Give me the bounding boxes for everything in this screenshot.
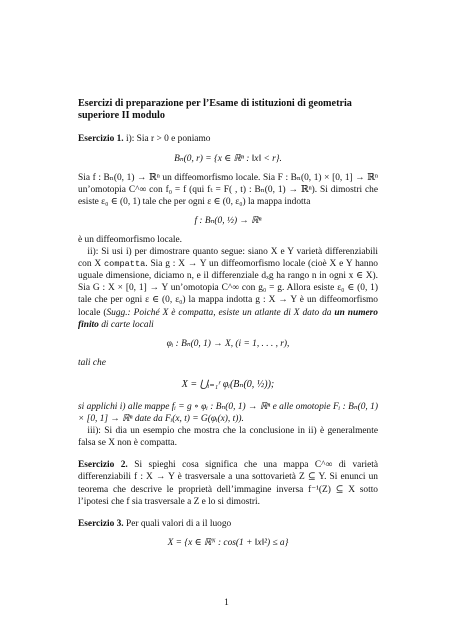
exercise-1-heading: Esercizio 1. — [78, 134, 124, 145]
hint-text-end: di carte locali — [98, 319, 154, 330]
part-ii-text-b: . Sia g : X → Y un diffeomorfismo locale (cioè X e Y hanno uguale dimensione, diciamo n, e il differenziale dₓg ha rango n in ogni x ∈ X). Sia G : X × [0, 1] → Y un’omotopia C^∞ con g₀ = g. Allora esiste ε₀ ∈ (0, 1) tale che per ogni ε ∈ (0, ε₀) la mappa indotta g : X → Y è un diffeomorfismo locale ( — [78, 259, 378, 318]
exercise-3-heading: Esercizio 3. — [78, 518, 124, 529]
exercise-3-body: Per quali valori di a il luogo — [126, 518, 232, 529]
exercise-3 — [78, 518, 378, 530]
exercise-1-intro — [78, 133, 378, 145]
exercise-1-paragraph-2: è un diffeomorfismo locale. — [78, 234, 182, 245]
exercise-1-paragraph-1: Sia f : Bₙ(0, 1) → ℝⁿ un diffeomorfismo locale. Sia F : Bₙ(0, 1) × [0, 1] → ℝⁿ un’omotopia C^∞ con f₀ = f (qui fₜ = F( , t) : Bₙ(0, 1) → ℝⁿ). Si dimostri che esiste ε₀ ∈ (0, 1) tale che per ogni ε ∈ (0, ε₀) la mappa indotta — [78, 172, 378, 207]
document-title: Esercizi di preparazione per l’Esame di istituzioni di geometria superiore II modulo — [78, 98, 352, 122]
page-number: 1 — [224, 598, 229, 608]
hint-text: Sugg.: Poiché X è compatta, esiste un atlante di X dato da — [106, 307, 335, 318]
local-charts-formula: φᵢ : Bₙ(0, 1) → X, (i = 1, . . . , r), — [166, 338, 290, 349]
document-body — [78, 98, 378, 556]
finite-number-emphasis: un numero finito — [78, 307, 378, 330]
exercise-2-heading: Esercizio 2. — [78, 460, 128, 471]
ball-definition-formula: Bₙ(0, r) = {x ∈ ℝⁿ : ‖x‖ < r}. — [174, 153, 282, 164]
exercise-2 — [78, 459, 378, 507]
induced-map-formula: f : Bₙ(0, ½) → ℝⁿ — [194, 215, 262, 226]
exercise-1-part-i: i): Sia r > 0 e poniamo — [126, 134, 211, 145]
part-ii-text-a: ii): Si usi i) per dimostrare quanto segue: siano X e Y varietà differenziabili con X — [78, 247, 378, 270]
exercise-2-body: Si spieghi cosa significa che una mappa C^∞ di varietà differenziabili f : X → Y è trasversale a una sottovarietà Z ⊆ Y. Si enunci un teorema che descrive le proprietà dell’immagine inversa f⁻¹(Z) ⊆ X sotto l’ipotesi che f sia trasversale a Z e lo si dimostri. — [78, 460, 379, 507]
compatta-keyword: compatta — [104, 259, 146, 270]
part-iii-text: iii): Si dia un esempio che mostra che la conclusione in ii) è generalmente falsa se X non è compatta. — [78, 426, 378, 449]
exercise-1-paragraph-3 — [78, 246, 378, 331]
exercise-1-paragraph-5 — [78, 425, 378, 449]
atlas-union-formula: X = ⋃ᵢ₌₁ʳ φᵢ(Bₙ(0, ½)); — [181, 378, 275, 390]
exercise-1-paragraph-4: si applichi i) alle mappe fᵢ = g ∘ φᵢ : Bₙ(0, 1) → ℝⁿ e alle omotopie Fᵢ : Bₙ(0, 1) × [0, 1] → ℝⁿ date da Fᵢ(x, t) = G(φᵢ(x), t)). — [78, 402, 378, 425]
tali-che-text: tali che — [78, 357, 106, 368]
exercise-3-formula: X = {x ∈ ℝᴺ : cos(1 + ‖x‖²) ≤ a} — [167, 537, 289, 548]
